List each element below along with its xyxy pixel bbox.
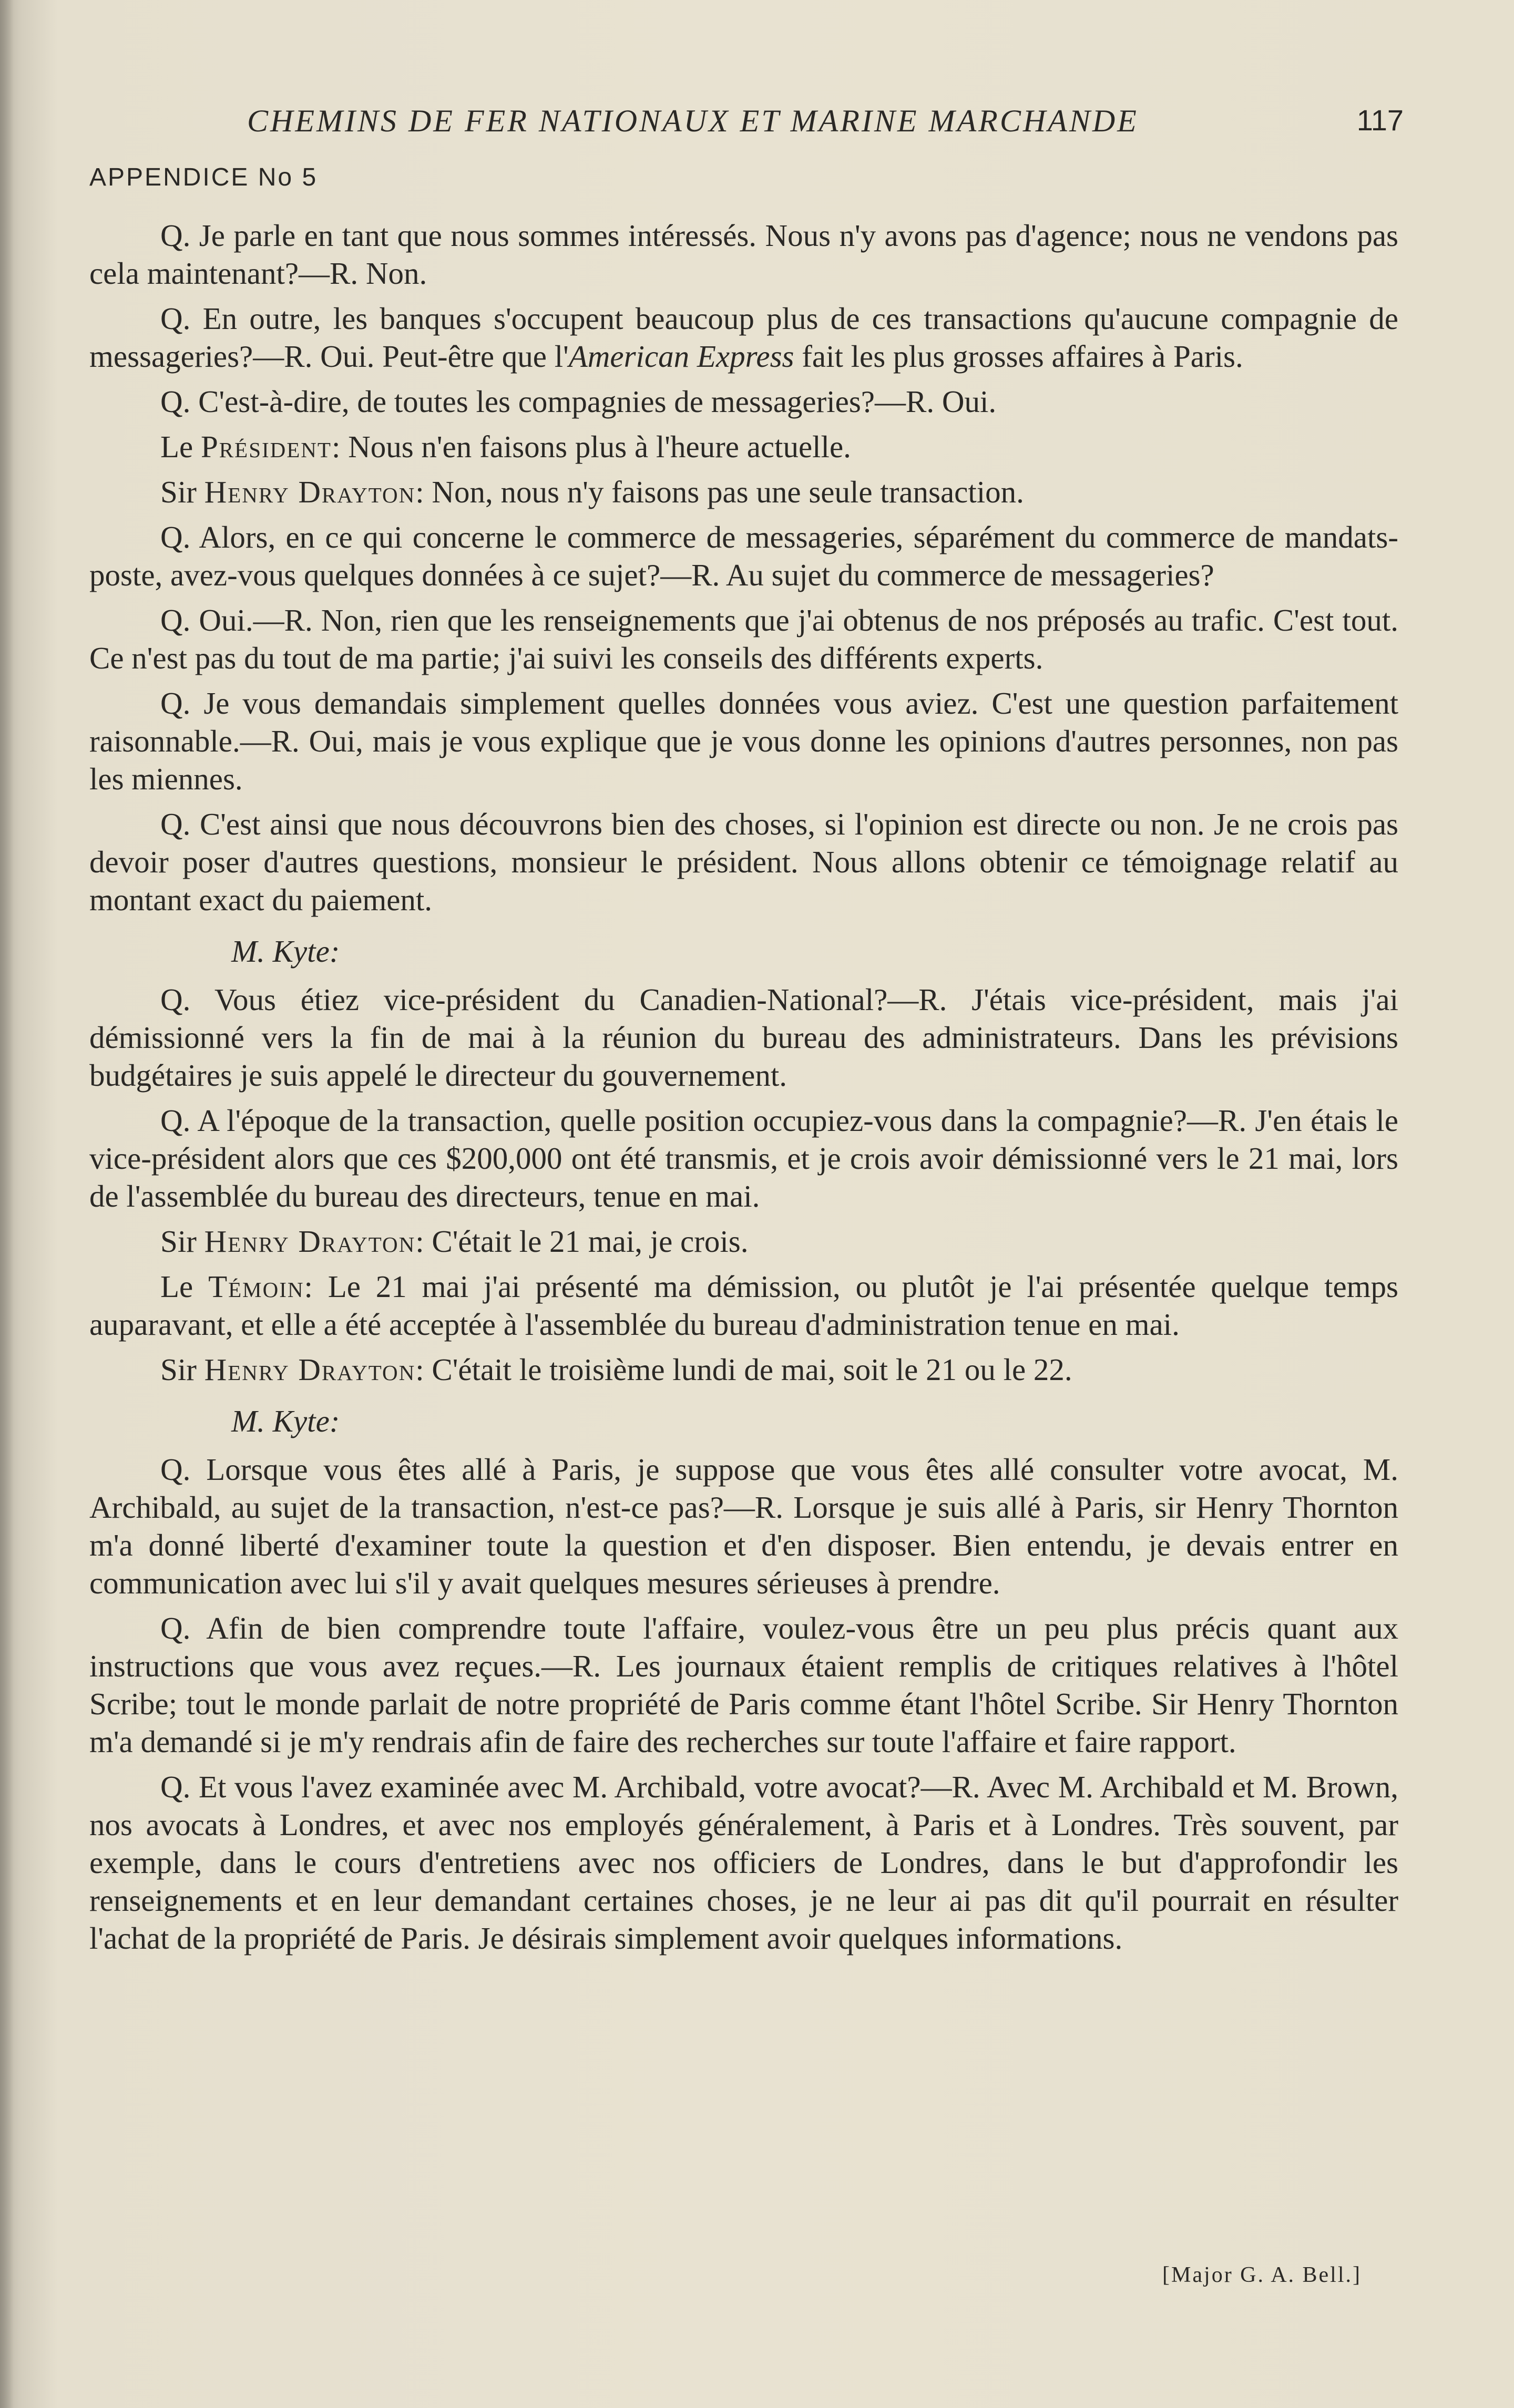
speaker-text: : C'était le 21 mai, je crois. — [415, 1224, 749, 1259]
paragraph: Q. C'est-à-dire, de toutes les compagnies de messageries?—R. Oui. — [160, 384, 997, 419]
speaker-text: : Non, nous n'y faisons pas une seule transaction. — [415, 475, 1024, 509]
speaker-paragraph — [89, 428, 1398, 466]
speaker-text: : Nous n'en faisons plus à l'heure actuelle. — [331, 429, 851, 464]
speaker-name: Henry Drayton — [204, 1352, 416, 1387]
paragraph: Q. Afin de bien comprendre toute l'affaire, voulez-vous être un peu plus précis quant aux instructions que vous avez reçues.—R. Les journaux étaient remplis de critiques relatives à l'hôtel Scribe; tout le monde parlait de notre propriété de Paris comme étant l'hôtel Scribe. Sir Henry Thornton m'a demandé si je m'y rendrais afin de faire des recherches sur toute l'affaire et faire rapport. — [89, 1611, 1398, 1759]
section-heading: M. Kyte: — [231, 1404, 340, 1438]
witness-footer: [Major G. A. Bell.] — [1162, 2263, 1362, 2287]
section-heading: M. Kyte: — [231, 934, 340, 969]
page-number: 117 — [1356, 104, 1404, 137]
speaker-text: : Le 21 mai j'ai présenté ma démission, ou plutôt je l'ai présentée quelque temps auparavant, et elle a été acceptée à l'assemblée du bureau d'administration tenue en mai. — [89, 1269, 1398, 1342]
paragraph: Q. Vous étiez vice-président du Canadien-National?—R. J'étais vice-président, mais j'ai démissionné vers la fin de mai à la réunion du bureau des administrateurs. Dans les prévisions budgétaires je suis appelé le directeur du gouvernement. — [89, 982, 1398, 1093]
running-title: CHEMINS DE FER NATIONAUX ET MARINE MARCHANDE — [247, 104, 1139, 138]
speaker-paragraph — [89, 473, 1398, 511]
paragraph-text: Q. En outre, les banques s'occupent beaucoup plus de ces transactions qu'aucune compagnie de messageries?—R. Oui. Peut-être que l' — [89, 301, 1398, 374]
speaker-paragraph — [89, 1222, 1398, 1260]
paragraph: Q. Je parle en tant que nous sommes intéressés. Nous n'y avons pas d'agence; nous ne vendons pas cela maintenant?—R. Non. — [89, 218, 1398, 291]
speaker-name: Président — [200, 429, 332, 464]
paragraph: Q. Oui.—R. Non, rien que les renseignements que j'ai obtenus de nos préposés au trafic. C'est tout. Ce n'est pas du tout de ma partie; j'ai suivi les conseils des différents experts. — [89, 603, 1398, 675]
speaker-prefix: Sir — [160, 475, 204, 509]
paragraph-text: fait les plus grosses affaires à Paris. — [794, 339, 1243, 374]
paragraph — [89, 300, 1398, 375]
body-text — [89, 217, 1398, 1964]
speaker-prefix: Le — [160, 429, 201, 464]
paragraph: Q. A l'époque de la transaction, quelle position occupiez-vous dans la compagnie?—R. J'en étais le vice-président alors que ces $200,000 ont été transmis, et je crois avoir démissionné vers le 21 mai, lors de l'assemblée du bureau des directeurs, tenue en mai. — [89, 1103, 1398, 1213]
italic-company-name: American Express — [568, 339, 794, 374]
speaker-prefix: Sir — [160, 1224, 204, 1259]
paragraph: Q. Je vous demandais simplement quelles données vous aviez. C'est une question parfaitement raisonnable.—R. Oui, mais je vous explique que je vous donne les opinions d'autres personnes, non pas les miennes. — [89, 686, 1398, 796]
running-head — [89, 103, 1404, 150]
paragraph: Q. Lorsque vous êtes allé à Paris, je suppose que vous êtes allé consulter votre avocat, M. Archibald, au sujet de la transaction, n'est-ce pas?—R. Lorsque je suis allé à Paris, sir Henry Thornton m'a donné liberté d'examiner toute la question et d'en disposer. Bien entendu, je devais entrer en communication avec lui s'il y avait quelques mesures sérieuses à prendre. — [89, 1452, 1398, 1600]
speaker-paragraph — [89, 1351, 1398, 1388]
paragraph: Q. Alors, en ce qui concerne le commerce de messageries, séparément du commerce de mandats-poste, avez-vous quelques données à ce sujet?—R. Au sujet du commerce de messageries? — [89, 520, 1398, 592]
speaker-text: : C'était le troisième lundi de mai, soit le 21 ou le 22. — [415, 1352, 1072, 1387]
speaker-name: Henry Drayton — [204, 1224, 416, 1259]
speaker-name: Témoin — [208, 1269, 304, 1304]
paragraph: Q. Et vous l'avez examinée avec M. Archibald, votre avocat?—R. Avec M. Archibald et M. Brown, nos avocats à Londres, et avec nos employés généralement, à Paris et à Londres. Très souvent, par exemple, dans le cours d'entretiens avec nos officiers de Londres, dans le but d'approfondir les renseignements et en leur demandant certaines choses, je ne leur ai pas dit qu'il pourrait en résulter l'achat de la propriété de Paris. Je désirais simplement avoir quelques informations. — [89, 1769, 1398, 1956]
paragraph: Q. C'est ainsi que nous découvrons bien des choses, si l'opinion est directe ou non. Je ne crois pas devoir poser d'autres questions, monsieur le président. Nous allons obtenir ce témoignage relatif au montant exact du paiement. — [89, 807, 1398, 917]
speaker-paragraph — [89, 1268, 1398, 1343]
speaker-prefix: Sir — [160, 1352, 204, 1387]
appendix-label: APPENDICE No 5 — [89, 163, 318, 191]
binding-gutter-shadow — [0, 0, 14, 2408]
speaker-name: Henry Drayton — [204, 475, 416, 509]
speaker-prefix: Le — [160, 1269, 209, 1304]
